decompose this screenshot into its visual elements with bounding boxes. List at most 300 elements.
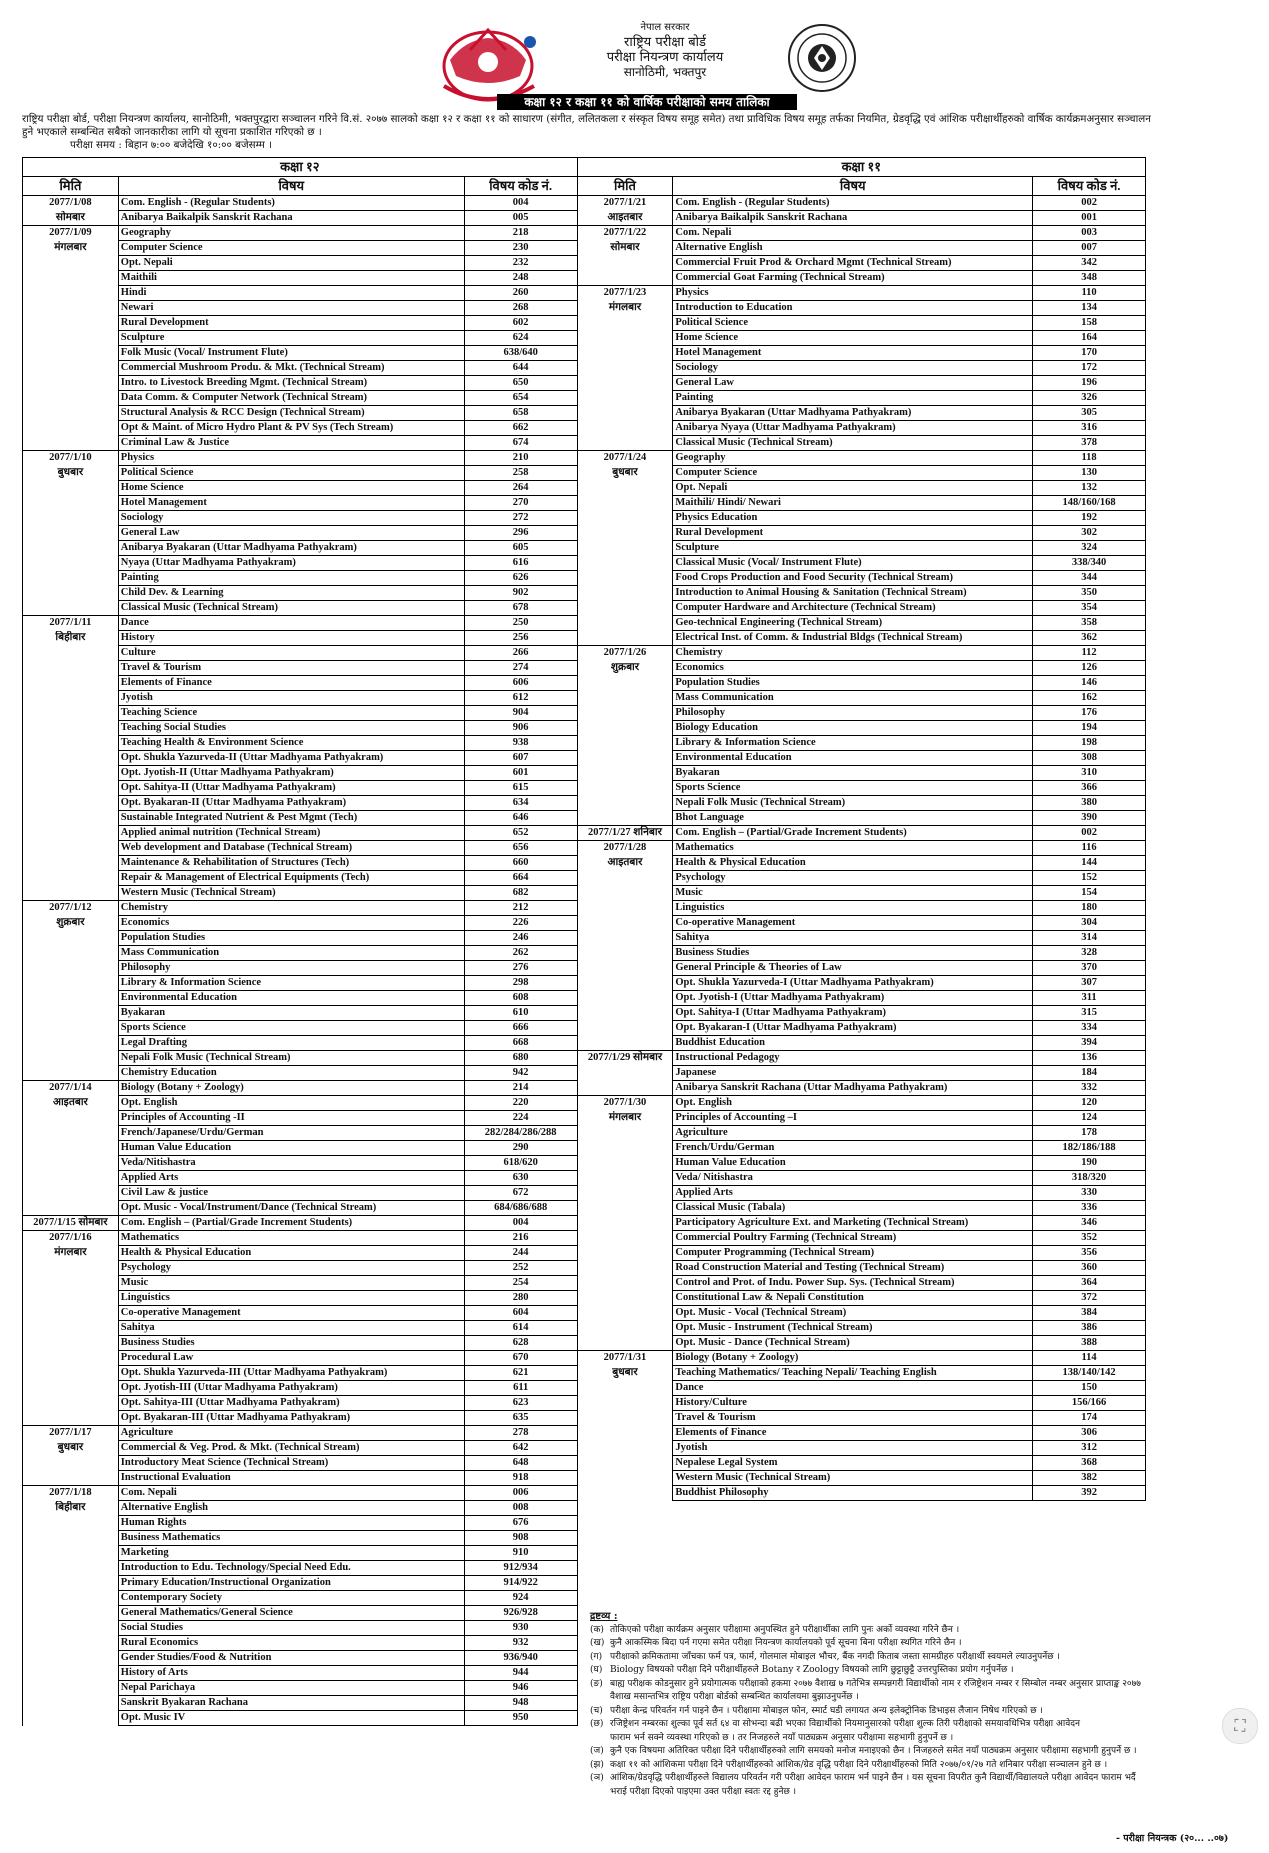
- subject-cell: Environmental Education: [673, 751, 1033, 766]
- subject-code-cell: [1033, 1576, 1146, 1591]
- subject-cell: Sahitya: [673, 931, 1033, 946]
- exam-date-cell: [577, 1066, 673, 1081]
- exam-date-cell: [23, 511, 119, 526]
- exam-date-cell: [23, 1591, 119, 1606]
- subject-cell: Philosophy: [118, 961, 464, 976]
- subject-code-cell: 664: [464, 871, 577, 886]
- subject-cell: Maithili/ Hindi/ Newari: [673, 496, 1033, 511]
- subject-cell: Computer Science: [673, 466, 1033, 481]
- note-text: Biology विषयको परीक्षा दिने परीक्षार्थीहरुले Botany र Zoology विषयको लागि छुट्टाछुट्टै उत्तरपुस्तिका प्रयोग गर्नुपर्नेछ ।: [610, 1665, 1014, 1675]
- subject-cell: Bhot Language: [673, 811, 1033, 826]
- subject-cell: Japanese: [673, 1066, 1033, 1081]
- subject-cell: Nepal Parichaya: [118, 1681, 464, 1696]
- table-row: [23, 271, 1146, 286]
- subject-code-cell: 364: [1033, 1276, 1146, 1291]
- exam-date-cell: [23, 991, 119, 1006]
- subject-cell: Geography: [118, 226, 464, 241]
- exam-date-cell: [577, 751, 673, 766]
- table-row: [23, 841, 1146, 856]
- exam-date-cell: [23, 661, 119, 676]
- subject-cell: Human Rights: [118, 1516, 464, 1531]
- subject-cell: Com. English - (Regular Students): [673, 196, 1033, 211]
- subject-cell: Travel & Tourism: [673, 1411, 1033, 1426]
- table-row: [23, 511, 1146, 526]
- exam-date-cell: 2077/1/15 सोमबार: [23, 1216, 119, 1231]
- note-text: कक्षा ११ को आंशिकमा परीक्षा दिने परीक्षार्थीहरुको आंशिक/ग्रेड वृद्धि परीक्षा दिने परीक्षार्थीहरुको मिति २०७७/०१/२७ गते शनिबार परीक्षा सञ्चालन हुने छ ।: [610, 1759, 1108, 1770]
- subject-code-cell: 918: [464, 1471, 577, 1486]
- table-row: [23, 1081, 1146, 1096]
- subject-code-cell: 314: [1033, 931, 1146, 946]
- subject-code-cell: 218: [464, 226, 577, 241]
- subject-code-cell: 392: [1033, 1486, 1146, 1501]
- subject-cell: General Law: [673, 376, 1033, 391]
- exam-date-cell: [577, 1231, 673, 1246]
- exam-date-cell: [23, 1306, 119, 1321]
- exam-date-cell: [577, 1501, 673, 1516]
- subject-code-cell: 248: [464, 271, 577, 286]
- subject-cell: Com. English – (Partial/Grade Increment Students): [118, 1216, 464, 1231]
- exam-date-cell: 2077/1/11: [23, 616, 119, 631]
- exam-date-cell: [577, 556, 673, 571]
- table-row: [23, 1426, 1146, 1441]
- subject-cell: Anibarya Sanskrit Rachana (Uttar Madhyama Pathyakram): [673, 1081, 1033, 1096]
- exam-date-cell: [23, 886, 119, 901]
- subject-code-cell: 264: [464, 481, 577, 496]
- subject-code-cell: 158: [1033, 316, 1146, 331]
- subject-cell: Food Crops Production and Food Security (Technical Stream): [673, 571, 1033, 586]
- subject-code-cell: 950: [464, 1711, 577, 1726]
- note-text: वैशाख मसान्तभित्र राष्ट्रिय परीक्षा बोर्डको सम्बन्धित कार्यालयमा बुझाउनुपर्नेछ ।: [610, 1692, 859, 1702]
- subject-code-cell: 902: [464, 586, 577, 601]
- subject-cell: Hotel Management: [118, 496, 464, 511]
- table-row: [23, 616, 1146, 631]
- note-item: [590, 1786, 1250, 1800]
- subject-code-cell: 648: [464, 1456, 577, 1471]
- subject-code-cell: 192: [1033, 511, 1146, 526]
- exam-date-cell: [577, 1036, 673, 1051]
- table-row: [23, 406, 1146, 421]
- subject-code-cell: 676: [464, 1516, 577, 1531]
- exam-date-cell: मंगलबार: [577, 301, 673, 316]
- table-row: [23, 1036, 1146, 1051]
- exam-date-cell: [23, 706, 119, 721]
- subject-cell: Alternative English: [673, 241, 1033, 256]
- exam-date-cell: [23, 346, 119, 361]
- subject-code-cell: 638/640: [464, 346, 577, 361]
- subject-cell: Nyaya (Uttar Madhyama Pathyakram): [118, 556, 464, 571]
- subject-code-cell: 938: [464, 736, 577, 751]
- exam-date-cell: 2077/1/29 सोमबार: [577, 1051, 673, 1066]
- exam-date-cell: आइतबार: [577, 856, 673, 871]
- subject-cell: French/Urdu/German: [673, 1141, 1033, 1156]
- note-item: [590, 1637, 1250, 1651]
- note-marker: (च): [590, 1705, 603, 1716]
- subject-cell: Veda/ Nitishastra: [673, 1171, 1033, 1186]
- exam-date-cell: बुधबार: [577, 1366, 673, 1381]
- exam-date-cell: [577, 1141, 673, 1156]
- subject-code-cell: 394: [1033, 1036, 1146, 1051]
- subject-code-cell: 912/934: [464, 1561, 577, 1576]
- subject-code-cell: 328: [1033, 946, 1146, 961]
- subject-cell: Opt. Byakaran-III (Uttar Madhyama Pathyakram): [118, 1411, 464, 1426]
- table-row: [23, 1591, 1146, 1606]
- subject-code-cell: 311: [1033, 991, 1146, 1006]
- exam-date-cell: [577, 256, 673, 271]
- subject-code-cell: 148/160/168: [1033, 496, 1146, 511]
- exam-date-cell: 2077/1/08: [23, 196, 119, 211]
- table-row: [23, 526, 1146, 541]
- exam-date-cell: [23, 946, 119, 961]
- subject-cell: Introduction to Education: [673, 301, 1033, 316]
- subject-code-cell: 930: [464, 1621, 577, 1636]
- subject-cell: Opt. Jyotish-III (Uttar Madhyama Pathyakram): [118, 1381, 464, 1396]
- subject-code-cell: 250: [464, 616, 577, 631]
- table-row: [23, 1366, 1146, 1381]
- subject-cell: Criminal Law & Justice: [118, 436, 464, 451]
- subject-code-cell: 162: [1033, 691, 1146, 706]
- subject-code-cell: 126: [1033, 661, 1146, 676]
- subject-code-cell: 324: [1033, 541, 1146, 556]
- table-row: [23, 706, 1146, 721]
- table-row: [23, 661, 1146, 676]
- subject-cell: Physics: [118, 451, 464, 466]
- subject-cell: Structural Analysis & RCC Design (Technical Stream): [118, 406, 464, 421]
- note-item: [590, 1664, 1250, 1678]
- subject-code-cell: 630: [464, 1171, 577, 1186]
- subject-cell: Opt. Music - Vocal (Technical Stream): [673, 1306, 1033, 1321]
- subject-code-cell: 226: [464, 916, 577, 931]
- subject-cell: Travel & Tourism: [118, 661, 464, 676]
- exam-date-cell: [577, 901, 673, 916]
- subject-code-cell: 601: [464, 766, 577, 781]
- subject-code-cell: 607: [464, 751, 577, 766]
- exam-date-cell: [577, 406, 673, 421]
- note-marker: (झ): [590, 1759, 604, 1770]
- note-marker: (घ): [590, 1665, 603, 1675]
- note-item: [590, 1718, 1250, 1732]
- subject-code-cell: 266: [464, 646, 577, 661]
- subject-code-cell: 002: [1033, 826, 1146, 841]
- subject-cell: Opt. English: [673, 1096, 1033, 1111]
- exam-date-cell: [23, 556, 119, 571]
- subject-code-cell: 212: [464, 901, 577, 916]
- table-row: [23, 1156, 1146, 1171]
- subject-cell: Population Studies: [673, 676, 1033, 691]
- subject-cell: Commercial Goat Farming (Technical Stream): [673, 271, 1033, 286]
- exam-date-cell: [577, 706, 673, 721]
- exam-date-cell: [23, 316, 119, 331]
- table-row: [23, 631, 1146, 646]
- subject-code-cell: 604: [464, 1306, 577, 1321]
- subject-code-cell: 146: [1033, 676, 1146, 691]
- exam-date-cell: [577, 601, 673, 616]
- exam-date-cell: [23, 1396, 119, 1411]
- exam-date-cell: [577, 991, 673, 1006]
- subject-cell: Mass Communication: [673, 691, 1033, 706]
- subject-cell: Classical Music (Technical Stream): [118, 601, 464, 616]
- subject-cell: Com. English - (Regular Students): [118, 196, 464, 211]
- subject-cell: Com. Nepali: [118, 1486, 464, 1501]
- subject-cell: Physics: [673, 286, 1033, 301]
- subject-cell: Sports Science: [118, 1021, 464, 1036]
- exam-date-cell: बुधबार: [23, 466, 119, 481]
- subject-code-cell: 610: [464, 1006, 577, 1021]
- subject-cell: Anibarya Byakaran (Uttar Madhyama Pathyakram): [673, 406, 1033, 421]
- subject-code-cell: 132: [1033, 481, 1146, 496]
- subject-code-cell: 007: [1033, 241, 1146, 256]
- subject-code-cell: 258: [464, 466, 577, 481]
- subject-code-cell: 302: [1033, 526, 1146, 541]
- subject-cell: Political Science: [673, 316, 1033, 331]
- table-row: [23, 451, 1146, 466]
- table-row: [23, 256, 1146, 271]
- exam-date-cell: 2077/1/22: [577, 226, 673, 241]
- subject-code-cell: [1033, 1591, 1146, 1606]
- subject-cell: Chemistry Education: [118, 1066, 464, 1081]
- exam-date-cell: [577, 1246, 673, 1261]
- subject-cell: Biology (Botany + Zoology): [673, 1351, 1033, 1366]
- subject-code-cell: 668: [464, 1036, 577, 1051]
- table-row: [23, 346, 1146, 361]
- exam-date-cell: [23, 766, 119, 781]
- col-date-11: मिति: [577, 177, 673, 196]
- subject-code-cell: 256: [464, 631, 577, 646]
- exam-date-cell: [23, 691, 119, 706]
- table-row: [23, 1006, 1146, 1021]
- subject-code-cell: 305: [1033, 406, 1146, 421]
- subject-code-cell: 152: [1033, 871, 1146, 886]
- table-row: [23, 766, 1146, 781]
- subject-cell: Library & Information Science: [673, 736, 1033, 751]
- exam-date-cell: [577, 421, 673, 436]
- subject-cell: Western Music (Technical Stream): [673, 1471, 1033, 1486]
- table-row: [23, 1051, 1146, 1066]
- subject-cell: Primary Education/Instructional Organization: [118, 1576, 464, 1591]
- document-header: [0, 0, 1160, 110]
- subject-cell: General Mathematics/General Science: [118, 1606, 464, 1621]
- subject-cell: Instructional Evaluation: [118, 1471, 464, 1486]
- subject-cell: Constitutional Law & Nepali Constitution: [673, 1291, 1033, 1306]
- subject-code-cell: 118: [1033, 451, 1146, 466]
- subject-cell: Business Studies: [673, 946, 1033, 961]
- exam-date-cell: [577, 691, 673, 706]
- exam-date-cell: [23, 571, 119, 586]
- subject-code-cell: 318/320: [1033, 1171, 1146, 1186]
- subject-cell: Opt. Shukla Yazurveda-III (Uttar Madhyama Pathyakram): [118, 1366, 464, 1381]
- subject-code-cell: 310: [1033, 766, 1146, 781]
- subject-code-cell: 134: [1033, 301, 1146, 316]
- exam-date-cell: [23, 751, 119, 766]
- subject-cell: Elements of Finance: [118, 676, 464, 691]
- subject-cell: Linguistics: [118, 1291, 464, 1306]
- table-row: [23, 1531, 1146, 1546]
- subject-cell: [673, 1516, 1033, 1531]
- subject-code-cell: 344: [1033, 571, 1146, 586]
- subject-cell: Civil Law & justice: [118, 1186, 464, 1201]
- subject-code-cell: 216: [464, 1231, 577, 1246]
- subject-code-cell: 646: [464, 811, 577, 826]
- subject-code-cell: 380: [1033, 796, 1146, 811]
- table-row: [23, 1171, 1146, 1186]
- exam-date-cell: [23, 1666, 119, 1681]
- note-item: [590, 1745, 1250, 1759]
- exam-date-cell: [23, 1261, 119, 1276]
- subject-code-cell: [1033, 1531, 1146, 1546]
- subject-cell: Classical Music (Vocal/ Instrument Flute): [673, 556, 1033, 571]
- subject-code-cell: 936/940: [464, 1651, 577, 1666]
- exam-date-cell: [23, 1321, 119, 1336]
- note-marker: [590, 1691, 610, 1705]
- table-row: [23, 1351, 1146, 1366]
- note-text: कुनै आकस्मिक बिदा पर्न गएमा समेत परीक्षा नियन्त्रण कार्यालयको पूर्व सूचना बिना परीक्षा स्थगित गरिने छैन ।: [610, 1638, 962, 1648]
- subject-cell: Buddhist Education: [673, 1036, 1033, 1051]
- exam-date-cell: 2077/1/26: [577, 646, 673, 661]
- subject-cell: Health & Physical Education: [118, 1246, 464, 1261]
- subject-code-cell: 312: [1033, 1441, 1146, 1456]
- table-row: [23, 646, 1146, 661]
- subject-code-cell: 194: [1033, 721, 1146, 736]
- exam-date-cell: [577, 1546, 673, 1561]
- table-row: [23, 496, 1146, 511]
- subject-cell: Economics: [118, 916, 464, 931]
- exam-date-cell: [577, 1396, 673, 1411]
- exam-date-cell: [577, 526, 673, 541]
- subject-code-cell: 350: [1033, 586, 1146, 601]
- subject-code-cell: 910: [464, 1546, 577, 1561]
- subject-cell: Hotel Management: [673, 346, 1033, 361]
- subject-code-cell: 334: [1033, 1021, 1146, 1036]
- subject-code-cell: 605: [464, 541, 577, 556]
- subject-code-cell: 618/620: [464, 1156, 577, 1171]
- note-item: [590, 1759, 1250, 1773]
- subject-cell: Opt. Nepali: [118, 256, 464, 271]
- table-row: [23, 226, 1146, 241]
- subject-code-cell: 190: [1033, 1156, 1146, 1171]
- exam-date-cell: [23, 1546, 119, 1561]
- exam-date-cell: [577, 1156, 673, 1171]
- subject-cell: Western Music (Technical Stream): [118, 886, 464, 901]
- subject-code-cell: 210: [464, 451, 577, 466]
- notes-section: [590, 1610, 1250, 1799]
- exam-date-cell: आइतबार: [577, 211, 673, 226]
- table-row: [23, 331, 1146, 346]
- exam-date-cell: 2077/1/21: [577, 196, 673, 211]
- subject-cell: Applied animal nutrition (Technical Stream): [118, 826, 464, 841]
- table-row: [23, 736, 1146, 751]
- exam-date-cell: [23, 406, 119, 421]
- exam-date-cell: [577, 1171, 673, 1186]
- exam-date-cell: [577, 946, 673, 961]
- subject-cell: Painting: [673, 391, 1033, 406]
- exam-date-cell: [577, 1441, 673, 1456]
- exam-date-cell: [23, 1156, 119, 1171]
- subject-cell: Agriculture: [118, 1426, 464, 1441]
- exam-date-cell: [23, 1141, 119, 1156]
- subject-code-cell: 224: [464, 1111, 577, 1126]
- subject-cell: Nepali Folk Music (Technical Stream): [673, 796, 1033, 811]
- exam-date-cell: 2077/1/16: [23, 1231, 119, 1246]
- exam-date-cell: 2077/1/27 शनिबार: [577, 826, 673, 841]
- subject-cell: Com. English – (Partial/Grade Increment Students): [673, 826, 1033, 841]
- subject-code-cell: 252: [464, 1261, 577, 1276]
- exam-date-cell: 2077/1/14: [23, 1081, 119, 1096]
- subject-code-cell: 214: [464, 1081, 577, 1096]
- subject-code-cell: 628: [464, 1336, 577, 1351]
- subject-cell: History/Culture: [673, 1396, 1033, 1411]
- subject-code-cell: 306: [1033, 1426, 1146, 1441]
- subject-code-cell: 908: [464, 1531, 577, 1546]
- table-row: [23, 1471, 1146, 1486]
- exam-date-cell: [23, 1006, 119, 1021]
- exam-date-cell: [577, 976, 673, 991]
- subject-code-cell: 144: [1033, 856, 1146, 871]
- exam-date-cell: [577, 391, 673, 406]
- subject-code-cell: 611: [464, 1381, 577, 1396]
- subject-cell: Psychology: [118, 1261, 464, 1276]
- subject-code-cell: 005: [464, 211, 577, 226]
- exam-date-cell: [577, 1321, 673, 1336]
- expand-icon[interactable]: ⛶: [1222, 1708, 1258, 1744]
- subject-cell: Folk Music (Vocal/ Instrument Flute): [118, 346, 464, 361]
- table-row: [23, 571, 1146, 586]
- exam-date-cell: [23, 1606, 119, 1621]
- exam-date-cell: [23, 1036, 119, 1051]
- subject-cell: Com. Nepali: [673, 226, 1033, 241]
- exam-date-cell: [577, 811, 673, 826]
- subject-cell: Human Value Education: [673, 1156, 1033, 1171]
- exam-date-cell: [23, 826, 119, 841]
- exam-date-cell: [23, 796, 119, 811]
- subject-code-cell: 338/340: [1033, 556, 1146, 571]
- header-line-board: राष्ट्रिय परीक्षा बोर्ड: [624, 35, 706, 50]
- subject-code-cell: 272: [464, 511, 577, 526]
- exam-date-cell: [23, 1696, 119, 1711]
- subject-cell: Population Studies: [118, 931, 464, 946]
- subject-code-cell: 114: [1033, 1351, 1146, 1366]
- exam-date-cell: [23, 1291, 119, 1306]
- subject-cell: Hindi: [118, 286, 464, 301]
- table-row: [23, 856, 1146, 871]
- subject-cell: Maithili: [118, 271, 464, 286]
- table-row: [23, 1096, 1146, 1111]
- exam-date-cell: 2077/1/24: [577, 451, 673, 466]
- table-row: [23, 586, 1146, 601]
- subject-cell: [673, 1576, 1033, 1591]
- subject-code-cell: 003: [1033, 226, 1146, 241]
- subject-cell: Nepalese Legal System: [673, 1456, 1033, 1471]
- header-text: [560, 20, 770, 80]
- subject-code-cell: [1033, 1546, 1146, 1561]
- exam-date-cell: [23, 1336, 119, 1351]
- subject-cell: Opt. Sahitya-II (Uttar Madhyama Pathyakram): [118, 781, 464, 796]
- subject-code-cell: 608: [464, 991, 577, 1006]
- note-marker: [590, 1732, 610, 1746]
- subject-cell: French/Japanese/Urdu/German: [118, 1126, 464, 1141]
- subject-cell: Principles of Accounting –I: [673, 1111, 1033, 1126]
- exam-date-cell: [23, 931, 119, 946]
- exam-date-cell: [23, 1636, 119, 1651]
- subject-cell: Rural Development: [118, 316, 464, 331]
- exam-date-cell: [23, 1201, 119, 1216]
- table-row: [23, 1066, 1146, 1081]
- exam-date-cell: [577, 796, 673, 811]
- exam-date-cell: [23, 1111, 119, 1126]
- subject-code-cell: 615: [464, 781, 577, 796]
- subject-code-cell: 672: [464, 1186, 577, 1201]
- subject-code-cell: 680: [464, 1051, 577, 1066]
- subject-code-cell: 650: [464, 376, 577, 391]
- table-row: [23, 916, 1146, 931]
